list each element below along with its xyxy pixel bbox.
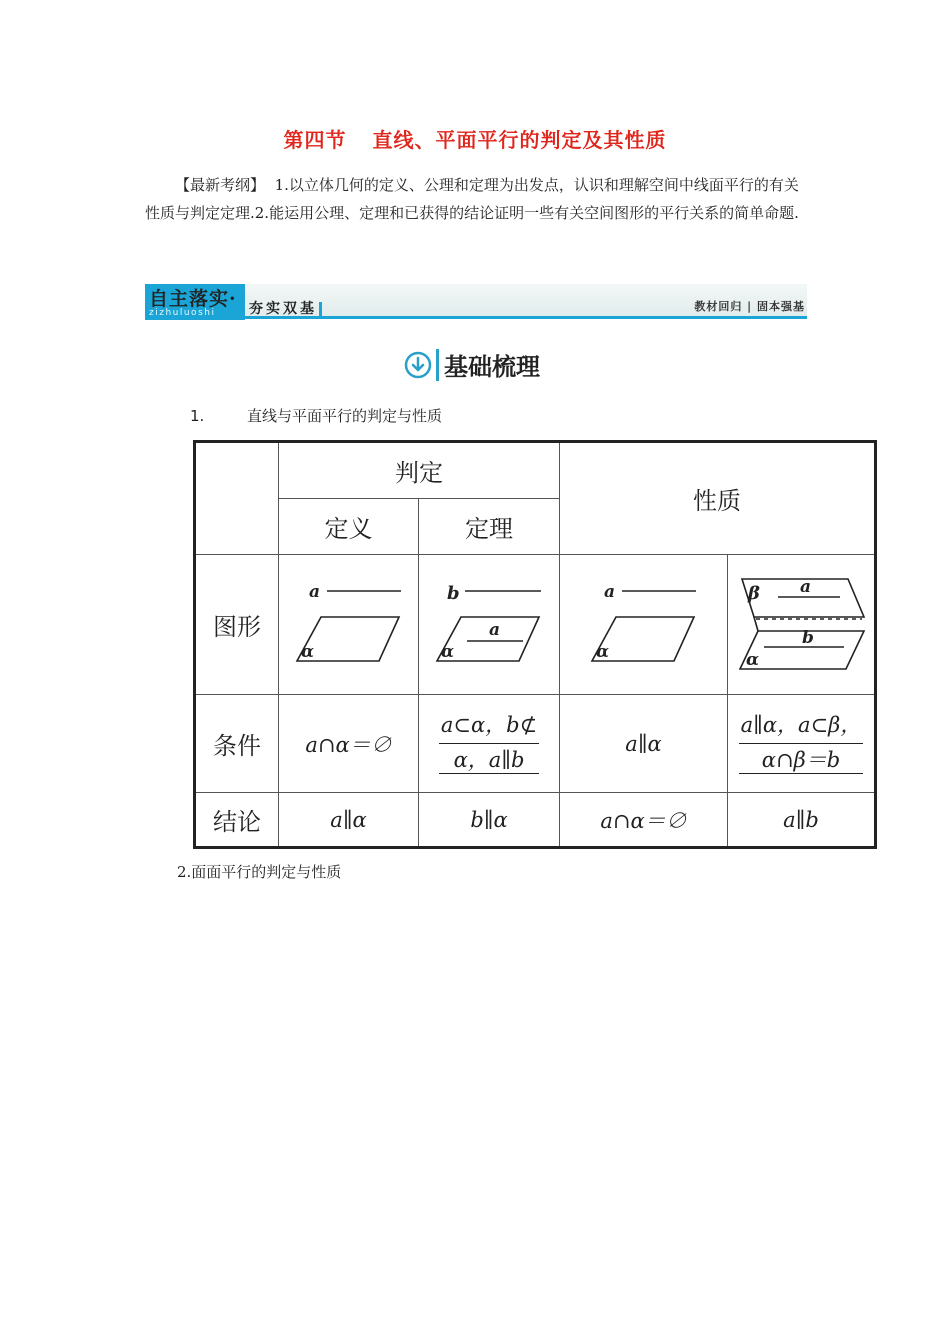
row-label-conclusion: 结论 bbox=[195, 793, 279, 848]
figure-label-a: a bbox=[308, 581, 320, 602]
section-heading-bar bbox=[436, 349, 439, 381]
figure-line-plane-definition bbox=[287, 575, 411, 671]
conclusion-property: a∩α＝∅ bbox=[560, 793, 728, 848]
header-property: 性质 bbox=[560, 442, 876, 555]
item-1-number: 1. bbox=[190, 407, 205, 425]
figure-line-plane-property bbox=[582, 575, 706, 671]
syllabus-label: 【最新考纲】 bbox=[175, 176, 266, 194]
section-topic: 直线、平面平行的判定及其性质 bbox=[372, 128, 667, 152]
condition-property-2 bbox=[728, 695, 876, 793]
banner-right-text: 教材回归 | 固本强基 bbox=[694, 300, 805, 313]
figure-label-a: a bbox=[800, 576, 812, 597]
line-plane-parallel-table bbox=[193, 440, 877, 849]
section-heading-text: 基础梳理 bbox=[444, 353, 540, 381]
header-definition: 定义 bbox=[279, 499, 419, 555]
conclusion-definition: a∥α bbox=[279, 793, 419, 848]
figure-label-alpha: α bbox=[595, 641, 609, 662]
figure-label-alpha: α bbox=[746, 649, 760, 670]
banner-underline bbox=[145, 316, 807, 319]
condition-property-2-bottom: α∩β＝b bbox=[739, 744, 864, 774]
figure-label-b: b bbox=[802, 627, 814, 648]
figure-label-b: b bbox=[447, 582, 460, 604]
header-theorem: 定理 bbox=[419, 499, 560, 555]
banner-main-title: 自主落实· bbox=[149, 288, 237, 310]
figure-label-alpha: α bbox=[300, 641, 314, 662]
page-title bbox=[0, 124, 950, 153]
figure-line-plane-theorem bbox=[427, 575, 551, 671]
figure-property-2 bbox=[728, 555, 876, 695]
figure-theorem bbox=[419, 555, 560, 695]
banner-subtitle-text: 夯实双基 bbox=[249, 301, 317, 317]
figure-definition bbox=[279, 555, 419, 695]
condition-theorem bbox=[419, 695, 560, 793]
condition-theorem-top: a⊂α，b⊄ bbox=[439, 713, 539, 743]
figure-label-a-in-plane: a bbox=[489, 619, 501, 640]
section-banner bbox=[145, 284, 807, 320]
figure-property bbox=[560, 555, 728, 695]
figure-label-a: a bbox=[603, 581, 615, 602]
condition-definition: a∩α＝∅ bbox=[279, 695, 419, 793]
item-1-heading bbox=[190, 405, 442, 426]
figure-label-beta: β bbox=[748, 582, 760, 604]
down-arrow-circle-icon bbox=[404, 351, 432, 379]
banner-subtitle-bar bbox=[319, 302, 322, 316]
figure-label-alpha: α bbox=[441, 641, 455, 662]
condition-theorem-bottom: α，a∥b bbox=[439, 744, 539, 774]
conclusion-property-2: a∥b bbox=[728, 793, 876, 848]
syllabus-text: 1.以立体几何的定义、公理和定理为出发点，认识和理解空间中线面平行的有关性质与判定定理.2.能运用公理、定理和已获得的结论证明一些有关空间图形的平行关系的简单命题. bbox=[145, 176, 799, 222]
syllabus-paragraph bbox=[145, 171, 807, 227]
table-corner-cell bbox=[195, 442, 279, 555]
row-label-figure: 图形 bbox=[195, 555, 279, 695]
banner-pinyin: zizhuluoshi bbox=[149, 308, 216, 318]
condition-property-2-top: a∥α，a⊂β， bbox=[739, 713, 864, 743]
figure-two-planes-property bbox=[736, 573, 866, 673]
item-1-text: 直线与平面平行的判定与性质 bbox=[247, 407, 443, 425]
item-2-heading: 2.面面平行的判定与性质 bbox=[177, 863, 342, 881]
header-judge: 判定 bbox=[279, 442, 560, 499]
condition-property: a∥α bbox=[560, 695, 728, 793]
row-label-condition: 条件 bbox=[195, 695, 279, 793]
conclusion-theorem: b∥α bbox=[419, 793, 560, 848]
banner-subtitle bbox=[249, 298, 322, 318]
section-number: 第四节 bbox=[283, 128, 347, 152]
